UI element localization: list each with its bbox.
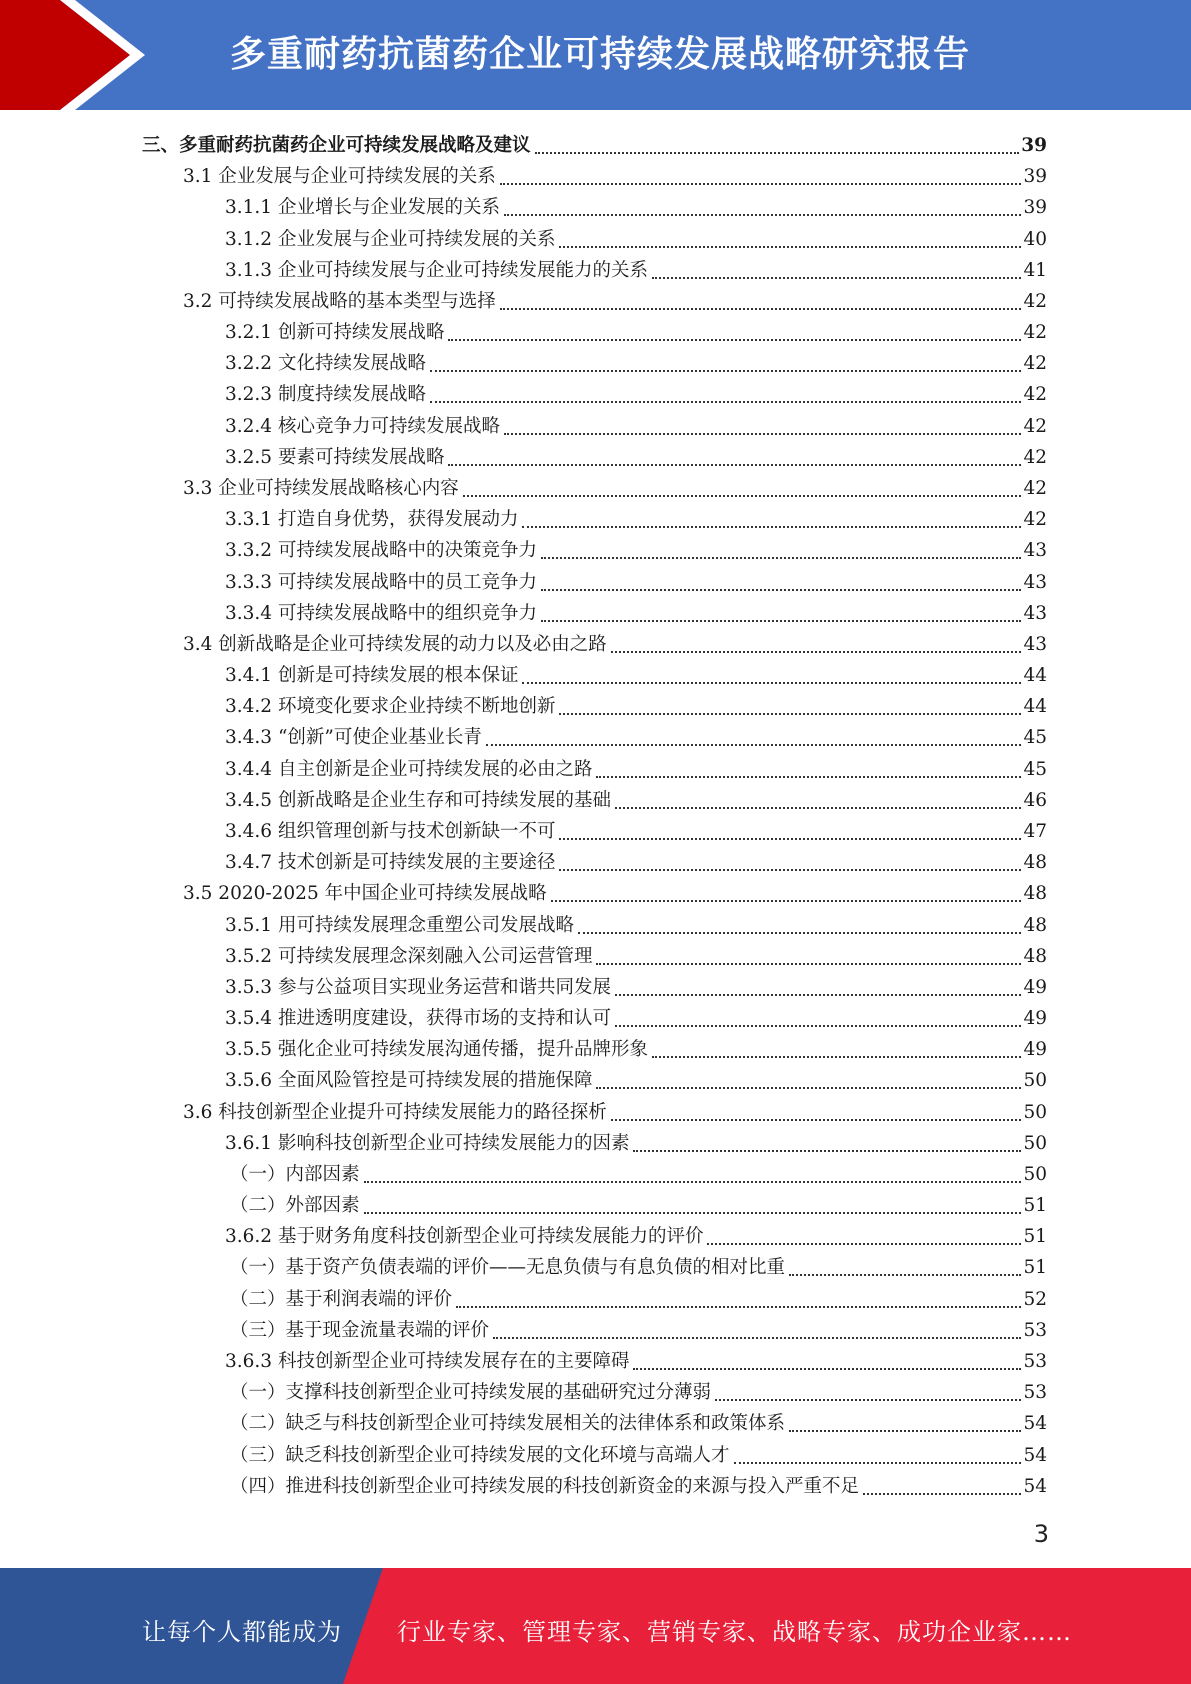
toc-entry[interactable] bbox=[225, 409, 1047, 440]
toc-entry-page: 48 bbox=[1023, 945, 1047, 967]
toc-entry-title: 3.3.4 可持续发展战略中的组织竞争力 bbox=[225, 602, 537, 624]
toc-entry-page: 40 bbox=[1023, 228, 1047, 250]
toc-leader-dots bbox=[364, 1161, 1022, 1183]
toc-entry-page: 46 bbox=[1023, 789, 1047, 811]
toc-entry[interactable] bbox=[225, 752, 1047, 783]
toc-entry[interactable] bbox=[225, 970, 1047, 1001]
toc-entry-title: 3.3 企业可持续发展战略核心内容 bbox=[183, 477, 459, 499]
toc-entry[interactable] bbox=[183, 1095, 1047, 1126]
toc-entry-title: 3.2.3 制度持续发展战略 bbox=[225, 384, 426, 406]
toc-entry[interactable] bbox=[183, 284, 1047, 315]
toc-entry-title: 3.4 创新战略是企业可持续发展的动力以及必由之路 bbox=[183, 633, 607, 655]
toc-entry-title: （二）外部因素 bbox=[230, 1195, 360, 1217]
toc-entry-title: 3.4.7 技术创新是可持续发展的主要途径 bbox=[225, 852, 556, 874]
toc-entry-title: 3.3.2 可持续发展战略中的决策竞争力 bbox=[225, 540, 537, 562]
toc-leader-dots bbox=[611, 631, 1022, 653]
toc-leader-dots bbox=[541, 537, 1021, 559]
toc-leader-dots bbox=[430, 381, 1021, 403]
toc-entry-page: 51 bbox=[1023, 1226, 1047, 1248]
toc-leader-dots bbox=[522, 506, 1021, 528]
toc-entry-page: 42 bbox=[1023, 290, 1047, 312]
toc-entry-page: 48 bbox=[1023, 852, 1047, 874]
toc-entry-page: 48 bbox=[1023, 914, 1047, 936]
toc-entry[interactable] bbox=[225, 253, 1047, 284]
toc-entry-title: 3.2 可持续发展战略的基本类型与选择 bbox=[183, 290, 496, 312]
toc-entry-title: 3.4.2 环境变化要求企业持续不断地创新 bbox=[225, 696, 556, 718]
toc-entry[interactable] bbox=[183, 876, 1047, 907]
toc-leader-dots bbox=[615, 974, 1021, 996]
toc-leader-dots bbox=[559, 693, 1021, 715]
toc-entry[interactable] bbox=[230, 1438, 1047, 1469]
toc-leader-dots bbox=[596, 756, 1021, 778]
toc-entry-page: 42 bbox=[1023, 509, 1047, 531]
toc-entry-page: 44 bbox=[1023, 696, 1047, 718]
toc-entry-page: 45 bbox=[1023, 727, 1047, 749]
toc-entry-title: 3.6 科技创新型企业提升可持续发展能力的路径探析 bbox=[183, 1101, 607, 1123]
toc-leader-dots bbox=[522, 662, 1021, 684]
toc-entry[interactable] bbox=[225, 939, 1047, 970]
toc-entry-title: （一）基于资产负债表端的评价——无息负债与有息负债的相对比重 bbox=[230, 1257, 786, 1279]
toc-leader-dots bbox=[596, 1067, 1021, 1089]
toc-entry[interactable] bbox=[225, 222, 1047, 253]
toc-leader-dots bbox=[541, 600, 1021, 622]
toc-leader-dots bbox=[535, 132, 1020, 154]
toc-entry[interactable] bbox=[230, 1375, 1047, 1406]
toc-entry-page: 53 bbox=[1023, 1382, 1047, 1404]
toc-leader-dots bbox=[633, 1130, 1021, 1152]
toc-entry-title: （一）支撑科技创新型企业可持续发展的基础研究过分薄弱 bbox=[230, 1382, 712, 1404]
toc-leader-dots bbox=[789, 1254, 1021, 1276]
toc-entry-page: 47 bbox=[1023, 820, 1047, 842]
toc-leader-dots bbox=[734, 1442, 1022, 1464]
toc-entry-title: 3.2.1 创新可持续发展战略 bbox=[225, 322, 445, 344]
toc-entry-page: 49 bbox=[1023, 1039, 1047, 1061]
toc-entry-title: 3.5.1 用可持续发展理念重塑公司发展战略 bbox=[225, 914, 574, 936]
page-footer bbox=[0, 1568, 1191, 1684]
toc-entry-page: 44 bbox=[1023, 665, 1047, 687]
toc-entry-page: 48 bbox=[1023, 883, 1047, 905]
toc-entry[interactable] bbox=[225, 908, 1047, 939]
toc-entry[interactable] bbox=[142, 128, 1047, 159]
toc-entry-title: 3.5 2020-2025 年中国企业可持续发展战略 bbox=[183, 883, 547, 905]
toc-entry-title: 3.1.1 企业增长与企业发展的关系 bbox=[225, 197, 500, 219]
toc-leader-dots bbox=[364, 1192, 1022, 1214]
toc-entry[interactable] bbox=[225, 596, 1047, 627]
toc-entry-page: 39 bbox=[1021, 135, 1047, 156]
page-header bbox=[0, 0, 1191, 110]
header-arrow-decoration bbox=[0, 0, 160, 110]
toc-entry-page: 49 bbox=[1023, 1008, 1047, 1030]
toc-entry-title: 3.4.4 自主创新是企业可持续发展的必由之路 bbox=[225, 758, 593, 780]
toc-entry-title: （三）缺乏科技创新型企业可持续发展的文化环境与高端人才 bbox=[230, 1444, 730, 1466]
toc-leader-dots bbox=[456, 1286, 1021, 1308]
toc-entry-page: 43 bbox=[1023, 633, 1047, 655]
toc-entry-title: 3.1.3 企业可持续发展与企业可持续发展能力的关系 bbox=[225, 259, 648, 281]
report-title: 多重耐药抗菌药企业可持续发展战略研究报告 bbox=[230, 34, 971, 75]
toc-entry-page: 52 bbox=[1023, 1288, 1047, 1310]
toc-leader-dots bbox=[493, 1317, 1021, 1339]
toc-leader-dots bbox=[559, 818, 1021, 840]
toc-leader-dots bbox=[430, 350, 1021, 372]
toc-leader-dots bbox=[707, 1223, 1021, 1245]
toc-entry[interactable] bbox=[230, 1250, 1047, 1281]
toc-entry-page: 51 bbox=[1023, 1257, 1047, 1279]
toc-entry-title: 3.1 企业发展与企业可持续发展的关系 bbox=[183, 166, 496, 188]
toc-entry-page: 43 bbox=[1023, 602, 1047, 624]
toc-entry-page: 51 bbox=[1023, 1195, 1047, 1217]
toc-leader-dots bbox=[559, 849, 1021, 871]
toc-entry-title: （一）内部因素 bbox=[230, 1163, 360, 1185]
toc-entry[interactable] bbox=[183, 159, 1047, 190]
toc-leader-dots bbox=[551, 880, 1022, 902]
toc-entry[interactable] bbox=[225, 814, 1047, 845]
toc-leader-dots bbox=[448, 319, 1021, 341]
toc-leader-dots bbox=[652, 1036, 1021, 1058]
toc-leader-dots bbox=[486, 724, 1022, 746]
toc-entry[interactable] bbox=[225, 190, 1047, 221]
toc-entry-title: （二）基于利润表端的评价 bbox=[230, 1288, 453, 1310]
toc-leader-dots bbox=[500, 288, 1022, 310]
toc-entry[interactable] bbox=[225, 1219, 1047, 1250]
toc-entry-title: 3.6.3 科技创新型企业可持续发展存在的主要障碍 bbox=[225, 1351, 630, 1373]
toc-entry-title: 3.3.3 可持续发展战略中的员工竞争力 bbox=[225, 571, 537, 593]
toc-entry-title: 3.2.5 要素可持续发展战略 bbox=[225, 446, 445, 468]
toc-leader-dots bbox=[715, 1379, 1021, 1401]
toc-entry-title: 3.6.1 影响科技创新型企业可持续发展能力的因素 bbox=[225, 1132, 630, 1154]
toc-entry[interactable] bbox=[225, 1001, 1047, 1032]
toc-entry-page: 50 bbox=[1023, 1101, 1047, 1123]
toc-entry[interactable] bbox=[225, 440, 1047, 471]
toc-entry-page: 50 bbox=[1023, 1070, 1047, 1092]
toc-entry-title: （二）缺乏与科技创新型企业可持续发展相关的法律体系和政策体系 bbox=[230, 1413, 786, 1435]
toc-entry[interactable] bbox=[230, 1188, 1047, 1219]
toc-leader-dots bbox=[611, 1099, 1022, 1121]
toc-entry[interactable] bbox=[225, 533, 1047, 564]
toc-entry-page: 42 bbox=[1023, 353, 1047, 375]
toc-entry[interactable] bbox=[225, 346, 1047, 377]
toc-entry-page: 43 bbox=[1023, 540, 1047, 562]
toc-entry[interactable] bbox=[225, 658, 1047, 689]
toc-entry-title: 3.1.2 企业发展与企业可持续发展的关系 bbox=[225, 228, 556, 250]
toc-entry-page: 42 bbox=[1023, 322, 1047, 344]
toc-leader-dots bbox=[500, 163, 1022, 185]
toc-entry-title: 3.4.3 “创新”可使企业基业长青 bbox=[225, 727, 482, 749]
toc-entry[interactable] bbox=[183, 627, 1047, 658]
toc-leader-dots bbox=[596, 943, 1021, 965]
toc-entry[interactable] bbox=[183, 471, 1047, 502]
toc-leader-dots bbox=[448, 444, 1021, 466]
toc-entry-page: 42 bbox=[1023, 446, 1047, 468]
toc-leader-dots bbox=[578, 912, 1021, 934]
toc-leader-dots bbox=[615, 787, 1021, 809]
toc-entry[interactable] bbox=[230, 1313, 1047, 1344]
toc-entry[interactable] bbox=[225, 1032, 1047, 1063]
toc-entry-title: 3.5.2 可持续发展理念深刻融入公司运营管理 bbox=[225, 945, 593, 967]
toc-entry[interactable] bbox=[225, 315, 1047, 346]
toc-entry-page: 41 bbox=[1023, 259, 1047, 281]
toc-entry[interactable] bbox=[225, 689, 1047, 720]
toc-leader-dots bbox=[789, 1410, 1021, 1432]
toc-entry-title: 3.5.6 全面风险管控是可持续发展的措施保障 bbox=[225, 1070, 593, 1092]
toc-leader-dots bbox=[463, 475, 1022, 497]
toc-entry-title: 3.2.2 文化持续发展战略 bbox=[225, 353, 426, 375]
toc-entry[interactable] bbox=[230, 1157, 1047, 1188]
toc-entry-page: 53 bbox=[1023, 1319, 1047, 1341]
toc-entry[interactable] bbox=[230, 1469, 1047, 1500]
toc-entry-page: 54 bbox=[1023, 1444, 1047, 1466]
toc-entry-title: 3.5.4 推进透明度建设，获得市场的支持和认可 bbox=[225, 1008, 611, 1030]
toc-entry-title: 3.3.1 打造自身优势，获得发展动力 bbox=[225, 509, 519, 531]
toc-entry-page: 45 bbox=[1023, 758, 1047, 780]
toc-entry[interactable] bbox=[225, 377, 1047, 408]
toc-entry[interactable] bbox=[225, 502, 1047, 533]
toc-entry-page: 39 bbox=[1023, 197, 1047, 219]
toc-entry-title: （三）基于现金流量表端的评价 bbox=[230, 1319, 490, 1341]
toc-entry[interactable] bbox=[230, 1406, 1047, 1437]
toc-entry-title: 3.4.1 创新是可持续发展的根本保证 bbox=[225, 665, 519, 687]
toc-entry-page: 42 bbox=[1023, 384, 1047, 406]
toc-leader-dots bbox=[615, 1005, 1021, 1027]
toc-entry-page: 49 bbox=[1023, 976, 1047, 998]
toc-entry[interactable] bbox=[225, 565, 1047, 596]
toc-entry-page: 54 bbox=[1023, 1475, 1047, 1497]
toc-entry-page: 53 bbox=[1023, 1351, 1047, 1373]
toc-entry[interactable] bbox=[225, 1344, 1047, 1375]
toc-entry-title: 3.5.3 参与公益项目实现业务运营和谐共同发展 bbox=[225, 976, 611, 998]
footer-slogan-left: 让每个人都能成为 bbox=[142, 1618, 342, 1646]
toc-entry-page: 43 bbox=[1023, 571, 1047, 593]
toc-entry-page: 42 bbox=[1023, 477, 1047, 499]
toc-leader-dots bbox=[541, 569, 1021, 591]
toc-entry-title: 3.5.5 强化企业可持续发展沟通传播，提升品牌形象 bbox=[225, 1039, 648, 1061]
toc-entry-title: 三、多重耐药抗菌药企业可持续发展战略及建议 bbox=[142, 135, 531, 156]
toc-leader-dots bbox=[504, 413, 1021, 435]
toc-entry[interactable] bbox=[225, 845, 1047, 876]
toc-entry-title: 3.4.5 创新战略是企业生存和可持续发展的基础 bbox=[225, 789, 611, 811]
toc-entry[interactable] bbox=[225, 720, 1047, 751]
toc-entry-title: 3.4.6 组织管理创新与技术创新缺一不可 bbox=[225, 820, 556, 842]
toc-entry-page: 42 bbox=[1023, 415, 1047, 437]
toc-entry-page: 50 bbox=[1023, 1163, 1047, 1185]
toc-entry-page: 50 bbox=[1023, 1132, 1047, 1154]
toc-entry[interactable] bbox=[225, 1063, 1047, 1094]
toc-entry-title: 3.6.2 基于财务角度科技创新型企业可持续发展能力的评价 bbox=[225, 1226, 704, 1248]
toc-entry[interactable] bbox=[225, 1126, 1047, 1157]
toc-leader-dots bbox=[559, 226, 1021, 248]
toc-entry-title: （四）推进科技创新型企业可持续发展的科技创新资金的来源与投入严重不足 bbox=[230, 1475, 860, 1497]
toc-leader-dots bbox=[652, 257, 1021, 279]
toc-entry[interactable] bbox=[225, 783, 1047, 814]
toc-leader-dots bbox=[633, 1348, 1021, 1370]
toc-entry-page: 54 bbox=[1023, 1413, 1047, 1435]
toc-leader-dots bbox=[504, 194, 1021, 216]
toc-entry[interactable] bbox=[230, 1282, 1047, 1313]
toc-leader-dots bbox=[863, 1473, 1021, 1495]
toc-entry-title: 3.2.4 核心竞争力可持续发展战略 bbox=[225, 415, 500, 437]
toc-entry-page: 39 bbox=[1023, 166, 1047, 188]
page-number: 3 bbox=[1033, 1520, 1049, 1548]
footer-slogan-right: 行业专家、管理专家、营销专家、战略专家、成功企业家…… bbox=[397, 1618, 1072, 1646]
